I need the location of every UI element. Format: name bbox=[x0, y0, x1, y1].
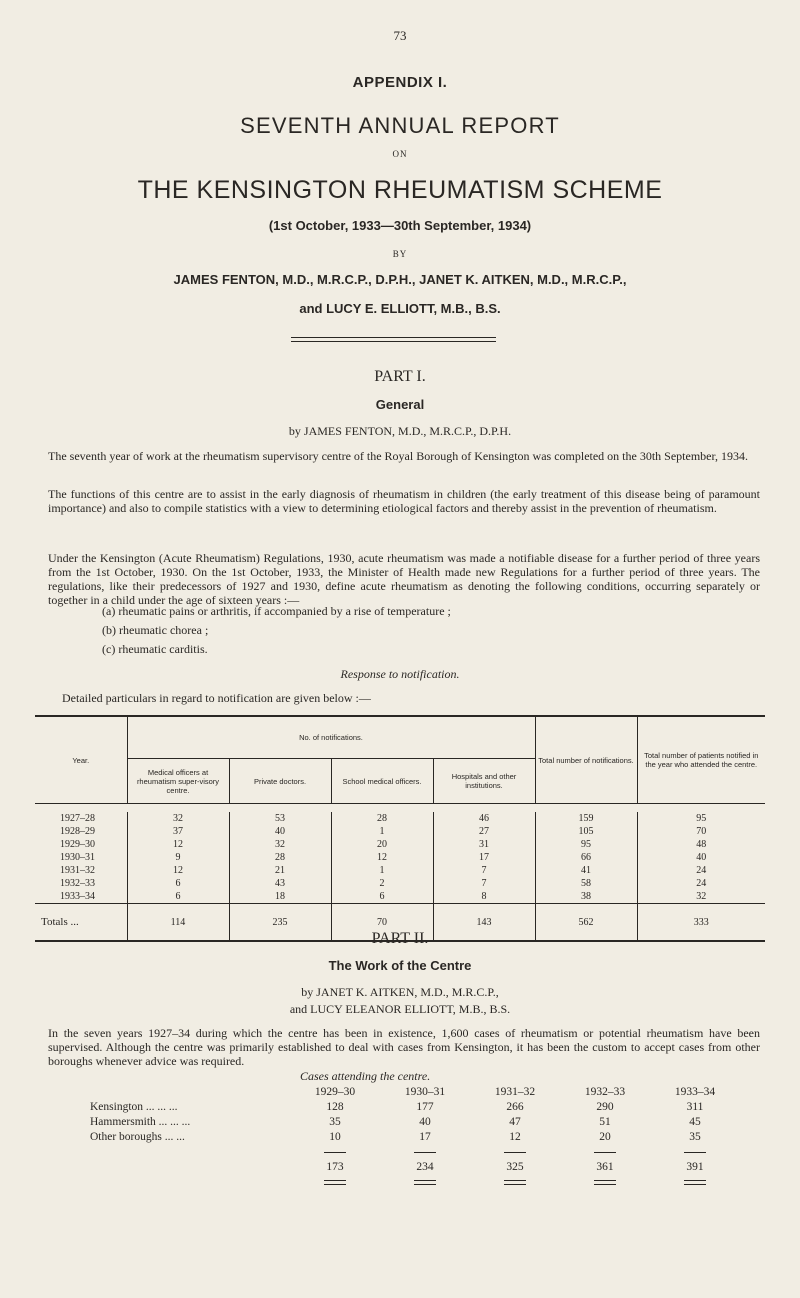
report-title: SEVENTH ANNUAL REPORT bbox=[240, 113, 560, 138]
by-label: BY bbox=[392, 249, 408, 259]
condition-c: (c) rheumatic carditis. bbox=[102, 642, 208, 656]
part1-paragraph-3: Under the Kensington (Acute Rheumatism) Regulations, 1930, acute rheumatism was made a notifiable disease for a further period of three years from the 1st October, 1930. On the 1st October, 1933, the Minister of Health made new Regulations for a further period of three years. The regulations, like their predecessors of 1927 and 1930, define acute rheumatism as denoting the following conditions, occurring separately or together in a child under the age of sixteen years :— bbox=[48, 551, 760, 607]
hospitals-header: Hospitals and other institutions. bbox=[433, 759, 535, 804]
on-label: ON bbox=[392, 149, 408, 159]
part1-paragraph-2: The functions of this centre are to assist in the early diagnosis of rheumatism in children (the early treatment of this disease being of paramount importance) and also to compile statistics with a view to determining etiological factors and thereby assist in the prevention of rheumatism. bbox=[48, 487, 760, 515]
year-header: Year. bbox=[35, 716, 127, 804]
table-row: Hammersmith ... ... ... 35 40 47 51 45 bbox=[90, 1116, 701, 1128]
double-underline-row bbox=[90, 1175, 740, 1190]
patients-attended-header: Total number of patients notified in the year who attended the centre. bbox=[637, 716, 765, 804]
cases-totals-row: 173 234 325 361 391 bbox=[326, 1161, 704, 1173]
table-row: 1931–32 12 21 1 7 41 24 bbox=[35, 864, 765, 877]
condition-b: (b) rheumatic chorea ; bbox=[102, 623, 209, 637]
notifications-group-header: No. of notifications. bbox=[127, 716, 535, 759]
part2-paragraph: In the seven years 1927–34 during which the centre has been in existence, 1,600 cases of rheumatism or potential rheumatism have been supervised. Although the centre was primarily established to deal with cases from Kensington, it has been the custom to accept cases from other boroughs whenever advice was required. bbox=[48, 1026, 760, 1068]
part1-subheading: General bbox=[375, 397, 425, 412]
private-doctors-header: Private doctors. bbox=[229, 759, 331, 804]
cases-header-row: 1929–30 1930–31 1931–32 1932–33 1933–34 bbox=[314, 1086, 716, 1098]
response-heading: Response to notification. bbox=[340, 667, 460, 681]
cases-table bbox=[90, 1085, 740, 1190]
scheme-title: THE KENSINGTON RHEUMATISM SCHEME bbox=[137, 176, 663, 204]
authors-line-1: JAMES FENTON, M.D., M.R.C.P., D.P.H., JANET K. AITKEN, M.D., M.R.C.P., bbox=[173, 272, 627, 287]
part2-byline-2: and LUCY ELEANOR ELLIOTT, M.B., B.S. bbox=[289, 1002, 511, 1016]
table-row: 1933–34 6 18 6 8 38 32 bbox=[35, 890, 765, 904]
condition-a: (a) rheumatic pains or arthritis, if accompanied by a rise of temperature ; bbox=[102, 604, 451, 618]
notification-table bbox=[35, 715, 765, 942]
page-number: 73 bbox=[393, 28, 407, 43]
part2-subheading: The Work of the Centre bbox=[328, 958, 472, 973]
part1-paragraph-1: The seventh year of work at the rheumatism supervisory centre of the Royal Borough of Kensington was completed on the 30th September, 1934. bbox=[48, 449, 749, 463]
total-notifications-header: Total number of notifications. bbox=[535, 716, 637, 804]
cases-title: Cases attending the centre. bbox=[300, 1069, 431, 1083]
table-row: 1928–29 37 40 1 27 105 70 bbox=[35, 825, 765, 838]
report-period: (1st October, 1933—30th September, 1934) bbox=[268, 218, 532, 233]
double-rule-divider bbox=[291, 337, 496, 342]
part1-heading: PART I. bbox=[374, 368, 426, 385]
part2-byline-1: by JANET K. AITKEN, M.D., M.R.C.P., bbox=[301, 985, 499, 999]
table-row: 1929–30 12 32 20 31 95 48 bbox=[35, 838, 765, 851]
table-row: 1930–31 9 28 12 17 66 40 bbox=[35, 851, 765, 864]
medical-officers-header: Medical officers at rheumatism super-visory centre. bbox=[127, 759, 229, 804]
school-medical-officers-header: School medical officers. bbox=[331, 759, 433, 804]
table-row: 1932–33 6 43 2 7 58 24 bbox=[35, 877, 765, 890]
part1-byline: by JAMES FENTON, M.D., M.R.C.P., D.P.H. bbox=[288, 424, 512, 438]
part2-heading: PART II. bbox=[371, 930, 429, 947]
sum-rule-row bbox=[90, 1145, 740, 1160]
table-row: 1927–28 32 53 28 46 159 95 bbox=[35, 812, 765, 825]
appendix-heading: APPENDIX I. bbox=[352, 74, 448, 91]
authors-line-2: and LUCY E. ELLIOTT, M.B., B.S. bbox=[299, 301, 501, 316]
table-row: Other boroughs ... ... 10 17 12 20 35 bbox=[90, 1131, 701, 1143]
table-row: Kensington ... ... ... 128 177 266 290 311 bbox=[90, 1101, 704, 1113]
totals-row: Totals ... 114 235 70 143 562 333 bbox=[35, 904, 765, 942]
detailed-intro: Detailed particulars in regard to notification are given below :— bbox=[62, 691, 371, 705]
